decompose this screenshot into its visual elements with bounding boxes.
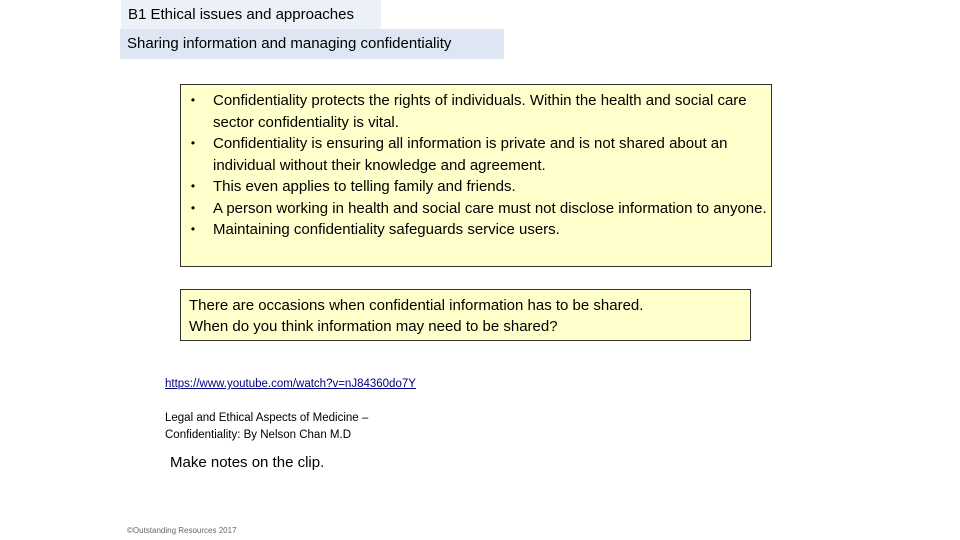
question-box [180,289,751,341]
video-link[interactable]: https://www.youtube.com/watch?v=nJ84360do7Y [165,378,416,390]
list-item [185,176,767,198]
list-item [185,219,767,241]
list-item-text: This even applies to telling family and friends. [213,178,516,195]
page-title: B1 Ethical issues and approaches [121,0,381,29]
list-item-text: Maintaining confidentiality safeguards service users. [213,221,560,238]
bullet-icon: • [190,179,196,193]
list-item-text: Confidentiality is ensuring all information is private and is not shared about an individual without their knowledge and agreement. [213,135,728,174]
key-points-list [185,90,767,241]
copyright-footer: ©Outstanding Resources 2017 [127,526,237,535]
list-item [185,133,767,176]
list-item [185,90,767,133]
bullet-icon: • [190,222,196,236]
question-line-2: When do you think information may need to be shared? [189,318,558,335]
key-points-box [180,84,772,267]
notes-instruction: Make notes on the clip. [170,454,325,471]
bullet-icon: • [190,200,196,215]
bullet-icon: • [190,136,196,150]
page-subtitle: Sharing information and managing confidentiality [120,29,504,59]
list-item-text: Confidentiality protects the rights of individuals. Within the health and social care sector confidentiality is vital. [213,92,747,131]
video-caption: Legal and Ethical Aspects of Medicine – Confidentiality: By Nelson Chan M.D [165,412,369,441]
list-item-text: A person working in health and social care must not disclose information to anyone. [213,199,767,217]
list-item [185,198,767,220]
bullet-icon: • [190,93,196,107]
question-line-1: There are occasions when confidential information has to be shared. [189,297,644,314]
